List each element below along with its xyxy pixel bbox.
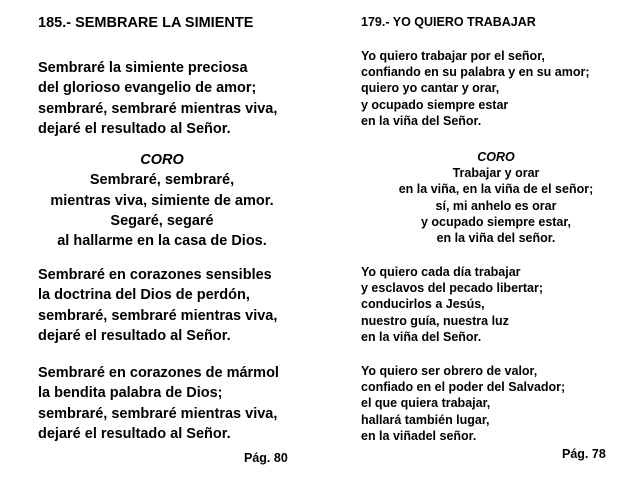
chorus-line: Sembraré, sembraré,	[89, 172, 235, 189]
verse-line: sembraré, sembraré mientras viva,	[38, 307, 278, 324]
chorus-line: al hallarme en la casa de Dios.	[57, 233, 267, 250]
verse-line: dejaré el resultado al Señor.	[38, 327, 231, 344]
verse-line: del glorioso evangelio de amor;	[38, 80, 257, 97]
verse-line: hallará también lugar,	[361, 412, 490, 427]
stanza-1	[38, 58, 277, 139]
chorus-line: sí, mi anhelo es orar	[435, 198, 557, 213]
verse-line: Yo quiero trabajar por el señor,	[361, 49, 545, 63]
verse-line: quiero yo cantar y orar,	[361, 81, 500, 96]
verse-line: conducirlos a Jesús,	[361, 297, 485, 312]
verse-line: confiando en su palabra y en su amor;	[361, 65, 590, 80]
chorus	[38, 150, 286, 251]
verse-line: en la viña del Señor.	[361, 113, 482, 128]
verse-line: el que quiera trabajar,	[361, 396, 491, 411]
chorus-line: Trabajar y orar	[452, 166, 540, 181]
verse-line: sembraré, sembraré mientras viva,	[38, 100, 278, 117]
chorus-line: mientras viva, simiente de amor.	[50, 192, 274, 209]
right-hymn-column	[340, 0, 638, 493]
verse-line: la bendita palabra de Dios;	[38, 385, 223, 402]
chorus-heading: CORO	[140, 152, 184, 168]
chorus-line: Segaré, segaré	[110, 212, 214, 229]
verse-line: sembraré, sembraré mientras viva,	[38, 405, 278, 422]
verse-line: en la viña del Señor.	[361, 329, 482, 344]
stanza-3	[361, 363, 565, 444]
chorus-line: en la viña del señor.	[436, 231, 556, 246]
stanza-2	[361, 264, 543, 345]
verse-line: dejaré el resultado al Señor.	[38, 120, 231, 137]
stanza-1	[361, 48, 590, 129]
verse-line: dejaré el resultado al Señor.	[38, 425, 231, 442]
verse-line: Yo quiero cada día trabajar	[361, 265, 521, 279]
verse-line: Sembraré en corazones sensibles	[38, 267, 272, 283]
hymn-title: 179.- YO QUIERO TRABAJAR	[361, 15, 536, 29]
hymn-title: 185.- SEMBRARE LA SIMIENTE	[38, 15, 254, 31]
chorus-line: en la viña, en la viña de el señor;	[398, 182, 594, 197]
chorus	[361, 149, 631, 246]
verse-line: en la viñadel señor.	[361, 428, 477, 443]
verse-line: y esclavos del pecado libertar;	[361, 281, 544, 296]
stanza-2	[38, 265, 277, 346]
verse-line: confiado en el poder del Salvador;	[361, 380, 566, 395]
stanza-3	[38, 363, 279, 444]
verse-line: Yo quiero ser obrero de valor,	[361, 364, 538, 378]
chorus-heading: CORO	[477, 150, 515, 164]
verse-line: Sembraré la simiente preciosa	[38, 60, 248, 76]
verse-line: y ocupado siempre estar	[361, 97, 509, 112]
page-number: Pág. 78	[562, 447, 606, 461]
verse-line: nuestro guía, nuestra luz	[361, 313, 509, 328]
verse-line: Sembraré en corazones de mármol	[38, 365, 279, 381]
verse-line: la doctrina del Dios de perdón,	[38, 287, 250, 304]
page-number: Pág. 80	[244, 451, 288, 465]
chorus-line: y ocupado siempre estar,	[420, 214, 572, 229]
left-hymn-column	[0, 0, 310, 493]
